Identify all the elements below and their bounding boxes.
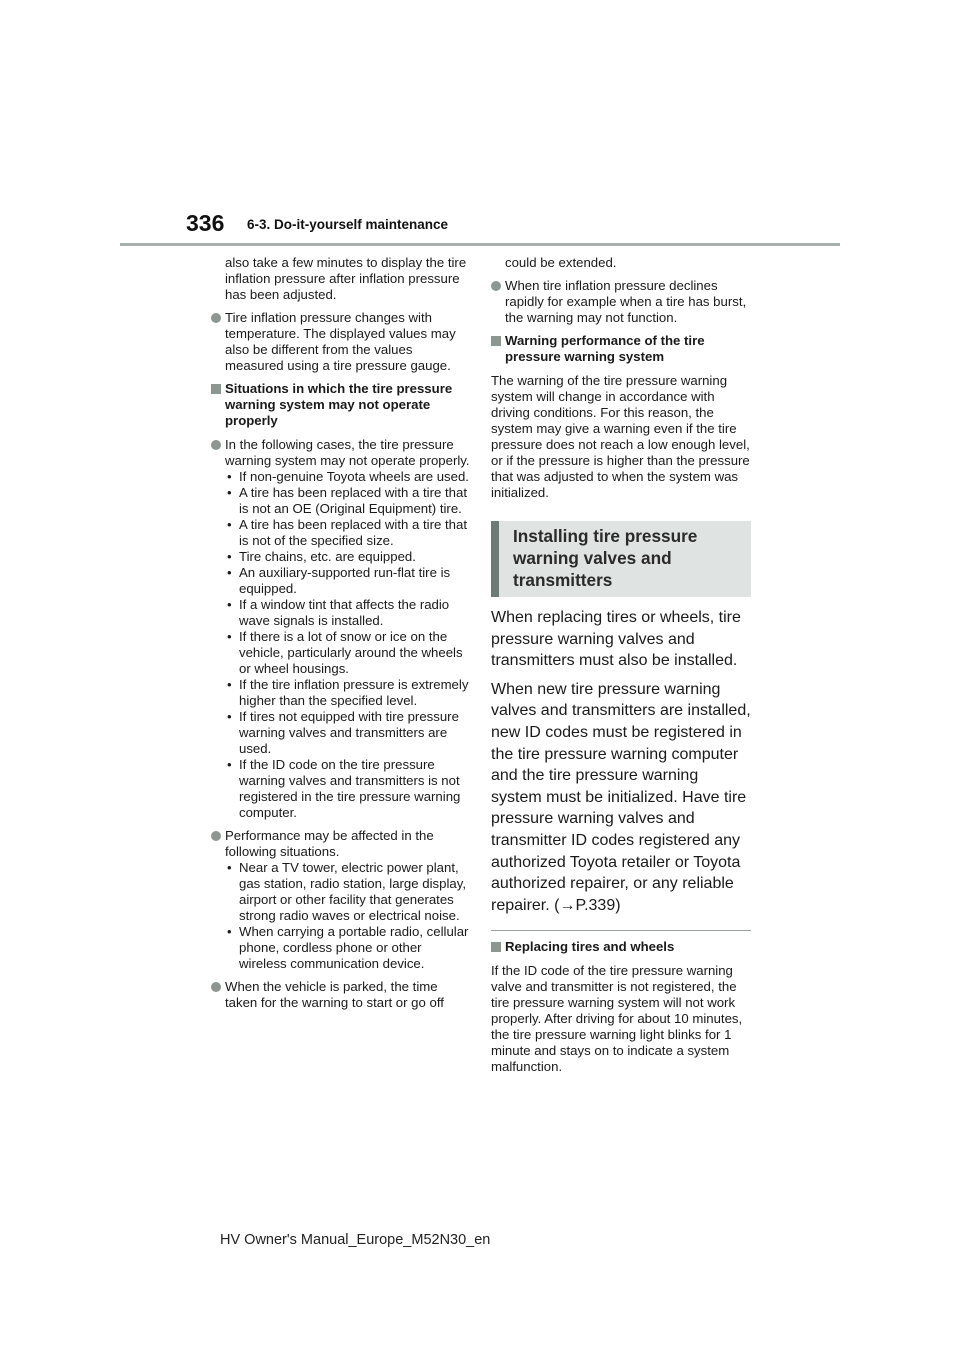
header-divider xyxy=(120,243,840,246)
bullet-text: Tire inflation pressure changes with temperature. The displayed values may also be different from the values measured using a tire pressure gauge. xyxy=(225,310,456,373)
heading-warning-performance xyxy=(491,333,751,365)
list-item: • When carrying a portable radio, cellular phone, cordless phone or other wireless communication device. xyxy=(227,924,469,971)
list-item: • If the ID code on the tire pressure warning valves and transmitters is not registered in the tire pressure warning computer. xyxy=(227,757,461,820)
footer-manual-id: HV Owner's Manual_Europe_M52N30_en xyxy=(220,1232,491,1248)
heading-situations xyxy=(211,381,471,429)
list-item: • If a window tint that affects the radio wave signals is installed. xyxy=(227,597,450,628)
left-column xyxy=(211,255,471,1018)
heading-replacing xyxy=(491,939,751,955)
bullet-dot-icon xyxy=(211,831,221,841)
bullet-temperature xyxy=(211,310,471,374)
bullet-dot-icon xyxy=(211,982,221,992)
square-bullet-icon xyxy=(211,384,221,394)
intro-paragraph-1: When replacing tires or wheels, tire pressure warning valves and transmitters must also be installed. xyxy=(491,609,741,670)
list-item: • Near a TV tower, electric power plant, gas station, radio station, large display, airport or other facility that generates strong radio waves or electrical noise. xyxy=(227,860,467,923)
bullet-dot-icon xyxy=(211,313,221,323)
bullet-dot-icon xyxy=(211,440,221,450)
intro-paragraph-2: When new tire pressure warning valves and transmitters are installed, new ID codes must be registered in the tire pressure warning computer and the tire pressure warning system must be initialized. Have tire pressure warning valves and transmitter ID codes registered any authorized Toyota retailer or Toyota authorized repairer, or any reliable repairer. (→P.339) xyxy=(491,680,751,914)
heading-text: Replacing tires and wheels xyxy=(505,939,675,955)
list-item: • Tire chains, etc. are equipped. xyxy=(227,549,416,564)
square-bullet-icon xyxy=(491,942,501,952)
page-number: 336 xyxy=(186,210,225,236)
bullet-text: In the following cases, the tire pressure warning system may not operate properly. xyxy=(225,437,470,468)
section-title: 6-3. Do-it-yourself maintenance xyxy=(247,217,449,232)
section-divider xyxy=(491,930,751,931)
list-item: • A tire has been replaced with a tire that is not of the specified size. xyxy=(227,517,467,548)
bullet-following-cases xyxy=(211,437,471,821)
list-item: • If non-genuine Toyota wheels are used. xyxy=(227,469,469,484)
bullet-performance xyxy=(211,828,471,972)
section-heading-box: Installing tire pressure warning valves and transmitters xyxy=(491,521,751,597)
bullet-parked xyxy=(211,979,471,1011)
list-item: • If there is a lot of snow or ice on the vehicle, particularly around the wheels or wheel housings. xyxy=(227,629,463,676)
bullet-text: When the vehicle is parked, the time taken for the warning to start or go off xyxy=(225,979,444,1010)
continuation-text: could be extended. xyxy=(505,255,617,270)
right-column xyxy=(491,255,751,1082)
replacing-paragraph: If the ID code of the tire pressure warning valve and transmitter is not registered, the tire pressure warning system will not work properly. After driving for about 10 minutes, the tire pressure warning light blinks for 1 minute and stays on to indicate a system malfunction. xyxy=(491,963,743,1075)
list-item: • A tire has been replaced with a tire that is not an OE (Original Equipment) tire. xyxy=(227,485,467,516)
bullet-dot-icon xyxy=(491,281,501,291)
heading-text: Situations in which the tire pressure warning system may not operate properly xyxy=(225,381,453,428)
list-item: • An auxiliary-supported run-flat tire is equipped. xyxy=(227,565,451,596)
heading-text: Warning performance of the tire pressure warning system xyxy=(505,333,705,364)
bullet-declines xyxy=(491,278,751,326)
bullet-text: Performance may be affected in the following situations. xyxy=(225,828,434,859)
square-bullet-icon xyxy=(491,336,501,346)
continuation-text: also take a few minutes to display the tire inflation pressure after inflation pressure has been adjusted. xyxy=(225,255,467,302)
performance-paragraph: The warning of the tire pressure warning system will change in accordance with driving conditions. For this reason, the system may give a warning even if the tire pressure does not reach a low enough level, or if the pressure is higher than the pressure that was adjusted to when the system was initialized. xyxy=(491,373,750,500)
list-item: • If tires not equipped with tire pressure warning valves and transmitters are used. xyxy=(227,709,459,756)
bullet-text: When tire inflation pressure declines rapidly for example when a tire has burst, the warning may not function. xyxy=(505,278,747,325)
list-item: • If the tire inflation pressure is extremely higher than the specified level. xyxy=(227,677,469,708)
